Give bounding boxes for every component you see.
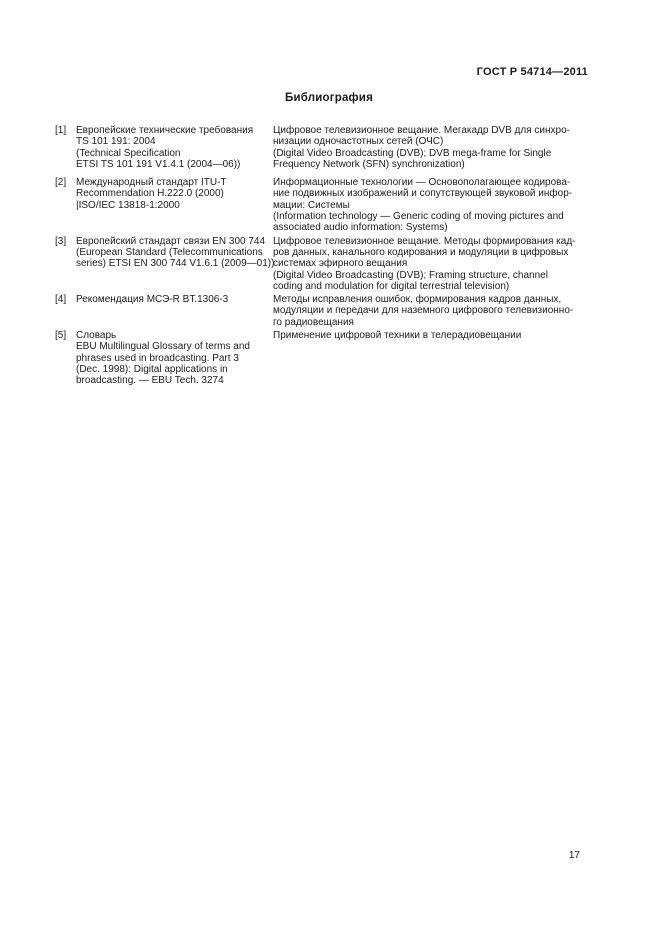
bibliography-entry: [55, 236, 603, 292]
entry-description: [273, 236, 603, 292]
text-line: Международный стандарт ITU-T: [76, 177, 227, 189]
text-line: Применение цифровой техники в телерадиовещании: [273, 330, 522, 342]
bibliography-entry: [55, 330, 603, 386]
text-line: ETSI TS 101 191 V1.4.1 (2004—06)): [76, 158, 241, 170]
text-line: (Digital Video Broadcasting (DVB); DVB mega-frame for Single: [273, 147, 552, 159]
text-line: TS 101 191: 2004: [76, 136, 156, 148]
text-line: Frequency Network (SFN) synchronization): [273, 158, 465, 170]
text-line: (Information technology — Generic coding of moving pictures and: [273, 211, 564, 223]
entry-number: [4]: [55, 294, 67, 306]
entry-reference: [76, 125, 262, 170]
page-number: 17: [568, 850, 580, 861]
text-line: |ISO/IEC 13818-1:2000: [76, 199, 180, 211]
text-line: мации: Системы: [273, 199, 350, 211]
entry-number: [5]: [55, 330, 67, 342]
text-line: системах эфирного вещания: [273, 258, 408, 270]
text-line: Цифровое телевизионное вещание. Мегакадр DVB для синхро-: [273, 125, 570, 136]
text-line: Европейский стандарт связи EN 300 744: [76, 235, 266, 247]
entry-reference: [76, 294, 262, 305]
entry-reference: [76, 235, 275, 270]
bibliography-entry: [55, 294, 603, 328]
bibliography-entry: [55, 177, 603, 233]
entry-description: [273, 330, 603, 341]
entry-description: [273, 125, 603, 170]
text-line: Рекомендация МСЭ-R BT.1306-3: [76, 294, 229, 306]
standard-designation: ГОСТ Р 54714—2011: [476, 66, 588, 78]
text-line: ров данных, канального кодирования и модуляции в цифровых: [273, 246, 569, 258]
entry-description: [273, 294, 603, 328]
entry-reference: [76, 177, 262, 211]
entry-number: [1]: [55, 125, 67, 136]
bibliography-entry: [55, 125, 603, 170]
text-line: го радиовещания: [273, 316, 354, 328]
text-line: (Digital Video Broadcasting (DVB); Framing structure, channel: [273, 269, 548, 281]
text-line: EBU Multilingual Glossary of terms and: [76, 341, 250, 353]
text-line: series) ETSI EN 300 744 V1.6.1 (2009—01)): [76, 258, 275, 270]
text-line: Recommendation H.222.0 (2000): [76, 188, 224, 200]
text-line: низации одночастотных сетей (ОЧС): [273, 136, 444, 148]
text-line: broadcasting. — EBU Tech. 3274: [76, 375, 224, 387]
entry-number: [3]: [55, 235, 67, 247]
text-line: (Dec. 1998): Digital applications in: [76, 363, 228, 375]
text-line: Европейские технические требования: [76, 125, 254, 136]
text-line: coding and modulation for digital terrestrial television): [273, 280, 510, 292]
text-line: (Technical Specification: [76, 147, 181, 159]
text-line: модуляции и передачи для наземного цифрового телевизионно-: [273, 305, 574, 317]
text-line: Словарь: [76, 330, 117, 342]
text-line: phrases used in broadcasting. Part 3: [76, 352, 239, 364]
text-line: Цифровое телевизионное вещание. Методы формирования кад-: [273, 235, 576, 247]
entry-number: [2]: [55, 177, 67, 189]
text-line: (European Standard (Telecommunications: [76, 246, 263, 258]
text-line: Методы исправления ошибок, формирования кадров данных,: [273, 294, 562, 306]
page-title: Библиография: [284, 92, 373, 104]
entry-description: [273, 177, 603, 233]
entry-reference: [76, 330, 262, 386]
text-line: Информационные технологии — Основополагающее кодирова-: [273, 177, 571, 189]
bibliography-list: [55, 125, 603, 389]
text-line: associated audio information: Systems): [273, 222, 448, 234]
text-line: ние подвижных изображений и сопутствующей звуковой инфор-: [273, 188, 573, 200]
